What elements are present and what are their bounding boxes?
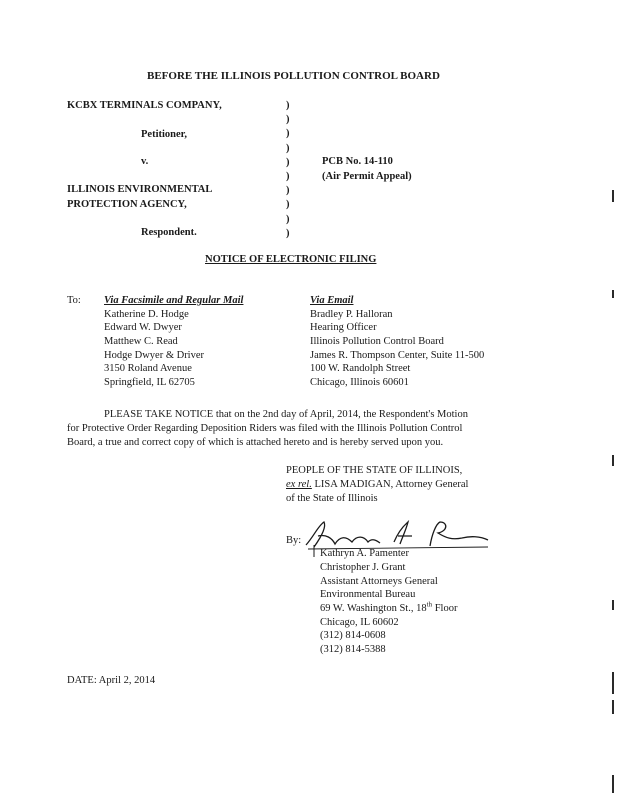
signature-tick — [310, 545, 318, 557]
ex-rel: ex rel. — [286, 479, 312, 490]
scan-artifact — [612, 455, 614, 466]
people-line2 — [286, 478, 468, 492]
paren: ) — [286, 170, 290, 182]
petitioner-name: KCBX TERMINALS COMPANY, — [67, 100, 222, 111]
paren: ) — [286, 185, 290, 197]
paren: ) — [286, 199, 290, 211]
paren: ) — [286, 100, 290, 111]
body-line: PLEASE TAKE NOTICE that on the 2nd day of April, 2014, the Respondent's Motion — [104, 409, 468, 420]
respondent-role: Respondent. — [141, 227, 197, 238]
signer-line: (312) 814-0608 — [320, 630, 386, 642]
signer-address: 69 W. Washington St., 18th Floor — [320, 600, 458, 615]
signer-line: Christopher J. Grant — [320, 562, 406, 573]
attorney-general: LISA MADIGAN, Attorney General — [311, 479, 469, 490]
signer-line: Assistant Attorneys General — [320, 575, 438, 587]
address-line: Matthew C. Read — [104, 336, 178, 348]
people-line1: PEOPLE OF THE STATE OF ILLINOIS, — [286, 465, 463, 476]
respondent-name-line1: ILLINOIS ENVIRONMENTAL — [67, 184, 213, 195]
versus: v. — [141, 156, 149, 167]
recipient-right — [310, 294, 484, 390]
delivery-method-fax: Via Facsimile and Regular Mail — [104, 295, 244, 306]
paren: ) — [286, 156, 290, 168]
scan-artifact — [612, 290, 614, 298]
scan-artifact — [612, 700, 614, 714]
by-label: By: — [286, 535, 302, 546]
people-line3: of the State of Illinois — [286, 493, 378, 504]
recipient-left — [104, 294, 243, 390]
paren: ) — [286, 227, 290, 239]
signer-details — [320, 561, 457, 657]
case-number: PCB No. 14-110 — [322, 156, 393, 167]
delivery-method-email: Via Email — [310, 295, 354, 306]
address-line: Illinois Pollution Control Board — [310, 336, 444, 348]
paren: ) — [286, 114, 290, 126]
recipient-left-address — [104, 308, 243, 390]
petitioner-role: Petitioner, — [141, 129, 187, 140]
to-label: To: — [67, 295, 81, 306]
paren: ) — [286, 142, 290, 154]
address-line: 100 W. Randolph Street — [310, 363, 411, 375]
caption-parentheses — [286, 99, 290, 241]
address-line: Bradley P. Halloran — [310, 308, 393, 320]
recipient-right-address — [310, 308, 484, 390]
address-line: James R. Thompson Center, Suite 11-500 — [310, 349, 485, 361]
address-line: Springfield, IL 62705 — [104, 377, 195, 389]
address-line: Chicago, Illinois 60601 — [310, 377, 409, 389]
signer-line: Environmental Bureau — [320, 589, 416, 601]
scan-artifact — [612, 775, 614, 793]
respondent-name-line2: PROTECTION AGENCY, — [67, 199, 187, 210]
address-line: Hearing Officer — [310, 322, 377, 334]
body-line: for Protective Order Regarding Deposition Riders was filed with the Illinois Pollution Control — [67, 423, 463, 434]
address-line: Katherine D. Hodge — [104, 308, 189, 320]
body-line: Board, a true and correct copy of which is attached hereto and is hereby served upon you. — [67, 437, 444, 448]
signer-line: (312) 814-5388 — [320, 644, 386, 656]
signer-name: Kathryn A. Pamenter — [320, 548, 409, 559]
notice-title: NOTICE OF ELECTRONIC FILING — [205, 254, 377, 265]
paren: ) — [286, 213, 290, 225]
scan-artifact — [612, 600, 614, 610]
board-title: BEFORE THE ILLINOIS POLLUTION CONTROL BOARD — [147, 70, 440, 82]
date-line: DATE: April 2, 2014 — [67, 675, 156, 686]
scan-artifact — [612, 672, 614, 694]
address-line: Edward W. Dwyer — [104, 322, 182, 334]
signer-line: Chicago, IL 60602 — [320, 616, 399, 628]
address-line: 3150 Roland Avenue — [104, 363, 192, 375]
paren: ) — [286, 128, 290, 140]
scan-artifact — [612, 190, 614, 202]
address-line: Hodge Dwyer & Driver — [104, 349, 205, 361]
case-type: (Air Permit Appeal) — [322, 171, 412, 182]
